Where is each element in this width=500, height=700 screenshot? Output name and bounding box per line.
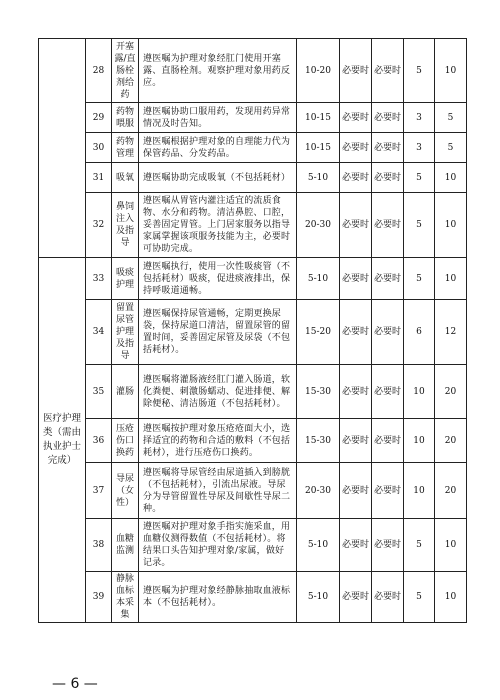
item-name: 鼻饲注入及指导 bbox=[112, 193, 139, 258]
item-name: 血糖监测 bbox=[112, 519, 139, 572]
price-1: 5 bbox=[404, 572, 435, 623]
price-1: 5 bbox=[404, 39, 435, 103]
item-content: 遵医嘱为护理对象经静脉抽取血液标本（不包括耗材）。 bbox=[139, 572, 297, 623]
price-1: 3 bbox=[404, 103, 435, 133]
item-content: 遵医嘱将导尿管经由尿道插入到膀胱（不包括耗材），引流出尿液。导尿分为导管留置性导尿及间歇性导尿二种。 bbox=[139, 463, 297, 519]
frequency-1: 必要时 bbox=[340, 519, 372, 572]
price-2: 10 bbox=[435, 193, 467, 258]
table-row bbox=[39, 163, 467, 193]
price-1: 10 bbox=[404, 463, 435, 519]
table-row bbox=[39, 419, 467, 463]
frequency-1: 必要时 bbox=[340, 365, 372, 419]
frequency-1: 必要时 bbox=[340, 163, 372, 193]
item-name: 静脉血标本采集 bbox=[112, 572, 139, 623]
item-name: 留置尿管护理及指导 bbox=[112, 300, 139, 365]
table-row bbox=[39, 365, 467, 419]
item-name: 吸痰护理 bbox=[112, 258, 139, 300]
price-2: 10 bbox=[435, 519, 467, 572]
frequency-1: 必要时 bbox=[340, 103, 372, 133]
table-row bbox=[39, 519, 467, 572]
frequency-2: 必要时 bbox=[372, 419, 404, 463]
item-content: 遵医嘱按护理对象压疮疮面大小，选择适宜的药物和合适的敷料（不包括耗材），进行压疮伤口换药。 bbox=[139, 419, 297, 463]
price-2: 10 bbox=[435, 39, 467, 103]
table-row bbox=[39, 133, 467, 163]
item-content: 遵医嘱将灌肠液经肛门灌入肠道，软化粪便、刺激肠蠕动、促进排便、解除便秘、清洁肠道（不包括耗材）。 bbox=[139, 365, 297, 419]
frequency-2: 必要时 bbox=[372, 572, 404, 623]
table-row bbox=[39, 463, 467, 519]
price-1: 5 bbox=[404, 193, 435, 258]
service-table bbox=[38, 38, 467, 623]
item-number: 32 bbox=[86, 193, 112, 258]
item-name: 导尿（女性） bbox=[112, 463, 139, 519]
frequency-1: 必要时 bbox=[340, 572, 372, 623]
item-number: 33 bbox=[86, 258, 112, 300]
frequency-1: 必要时 bbox=[340, 419, 372, 463]
item-content: 遵医嘱从胃管内灌注适宜的流质食物、水分和药物。清洁鼻腔、口腔，妥善固定胃管。上门居家服务以指导家属掌握该项服务技能为主，必要时可协助完成。 bbox=[139, 193, 297, 258]
price-2: 5 bbox=[435, 103, 467, 133]
item-duration: 10-15 bbox=[297, 103, 340, 133]
table-row bbox=[39, 572, 467, 623]
price-1: 5 bbox=[404, 258, 435, 300]
price-2: 10 bbox=[435, 258, 467, 300]
frequency-2: 必要时 bbox=[372, 300, 404, 365]
item-duration: 10-15 bbox=[297, 133, 340, 163]
item-duration: 5-10 bbox=[297, 572, 340, 623]
frequency-2: 必要时 bbox=[372, 519, 404, 572]
item-name: 压疮伤口换药 bbox=[112, 419, 139, 463]
item-name: 灌肠 bbox=[112, 365, 139, 419]
frequency-2: 必要时 bbox=[372, 463, 404, 519]
frequency-1: 必要时 bbox=[340, 300, 372, 365]
category-cell: 医疗护理类（需由执业护士完成） bbox=[39, 258, 86, 623]
frequency-2: 必要时 bbox=[372, 365, 404, 419]
price-1: 3 bbox=[404, 133, 435, 163]
item-name: 药物喂服 bbox=[112, 103, 139, 133]
frequency-1: 必要时 bbox=[340, 193, 372, 258]
table-row bbox=[39, 39, 467, 103]
price-1: 6 bbox=[404, 300, 435, 365]
price-2: 12 bbox=[435, 300, 467, 365]
frequency-1: 必要时 bbox=[340, 39, 372, 103]
item-content: 遵医嘱为护理对象经肛门使用开塞露、直肠栓剂。观察护理对象用药反应。 bbox=[139, 39, 297, 103]
item-duration: 5-10 bbox=[297, 163, 340, 193]
item-number: 29 bbox=[86, 103, 112, 133]
item-duration: 15-30 bbox=[297, 419, 340, 463]
item-name: 药物管理 bbox=[112, 133, 139, 163]
frequency-1: 必要时 bbox=[340, 258, 372, 300]
price-1: 10 bbox=[404, 365, 435, 419]
price-1: 10 bbox=[404, 419, 435, 463]
item-duration: 5-10 bbox=[297, 258, 340, 300]
item-duration: 15-30 bbox=[297, 365, 340, 419]
frequency-2: 必要时 bbox=[372, 39, 404, 103]
item-duration: 20-30 bbox=[297, 193, 340, 258]
frequency-2: 必要时 bbox=[372, 133, 404, 163]
item-content: 遵医嘱保持尿管通畅，定期更换尿袋，保持尿道口清洁，留置尿管的留置时间，妥善固定尿管及尿袋（不包括耗材）。 bbox=[139, 300, 297, 365]
item-number: 28 bbox=[86, 39, 112, 103]
item-content: 遵医嘱对护理对象手指实施采血，用血糖仪测得数值（不包括耗材）。将结果口头告知护理对象/家属，做好记录。 bbox=[139, 519, 297, 572]
frequency-1: 必要时 bbox=[340, 463, 372, 519]
item-duration: 10-20 bbox=[297, 39, 340, 103]
frequency-2: 必要时 bbox=[372, 193, 404, 258]
price-1: 5 bbox=[404, 519, 435, 572]
item-content: 遵医嘱执行，使用一次性吸痰管（不包括耗材）吸痰，促进痰液排出，保持呼吸道通畅。 bbox=[139, 258, 297, 300]
price-1: 5 bbox=[404, 163, 435, 193]
item-number: 31 bbox=[86, 163, 112, 193]
item-duration: 20-30 bbox=[297, 463, 340, 519]
item-name: 吸氧 bbox=[112, 163, 139, 193]
item-name: 开塞露/直肠栓剂给药 bbox=[112, 39, 139, 103]
item-content: 遵医嘱根据护理对象的自理能力代为保管药品、分发药品。 bbox=[139, 133, 297, 163]
table-row bbox=[39, 193, 467, 258]
item-number: 39 bbox=[86, 572, 112, 623]
category-cell-blank bbox=[39, 39, 86, 258]
price-2: 5 bbox=[435, 133, 467, 163]
table-row bbox=[39, 258, 467, 300]
frequency-2: 必要时 bbox=[372, 163, 404, 193]
item-number: 38 bbox=[86, 519, 112, 572]
price-2: 10 bbox=[435, 163, 467, 193]
table-body bbox=[39, 39, 467, 623]
price-2: 20 bbox=[435, 419, 467, 463]
page-number: — 6 — bbox=[52, 676, 98, 692]
item-number: 35 bbox=[86, 365, 112, 419]
item-number: 37 bbox=[86, 463, 112, 519]
item-number: 36 bbox=[86, 419, 112, 463]
price-2: 20 bbox=[435, 463, 467, 519]
item-number: 30 bbox=[86, 133, 112, 163]
item-content: 遵医嘱协助口服用药，发现用药异常情况及时告知。 bbox=[139, 103, 297, 133]
item-content: 遵医嘱协助完成吸氧（不包括耗材） bbox=[139, 163, 297, 193]
table-row bbox=[39, 300, 467, 365]
item-duration: 5-10 bbox=[297, 519, 340, 572]
price-2: 10 bbox=[435, 572, 467, 623]
table-row bbox=[39, 103, 467, 133]
price-2: 20 bbox=[435, 365, 467, 419]
frequency-1: 必要时 bbox=[340, 133, 372, 163]
frequency-2: 必要时 bbox=[372, 103, 404, 133]
frequency-2: 必要时 bbox=[372, 258, 404, 300]
item-number: 34 bbox=[86, 300, 112, 365]
item-duration: 15-20 bbox=[297, 300, 340, 365]
